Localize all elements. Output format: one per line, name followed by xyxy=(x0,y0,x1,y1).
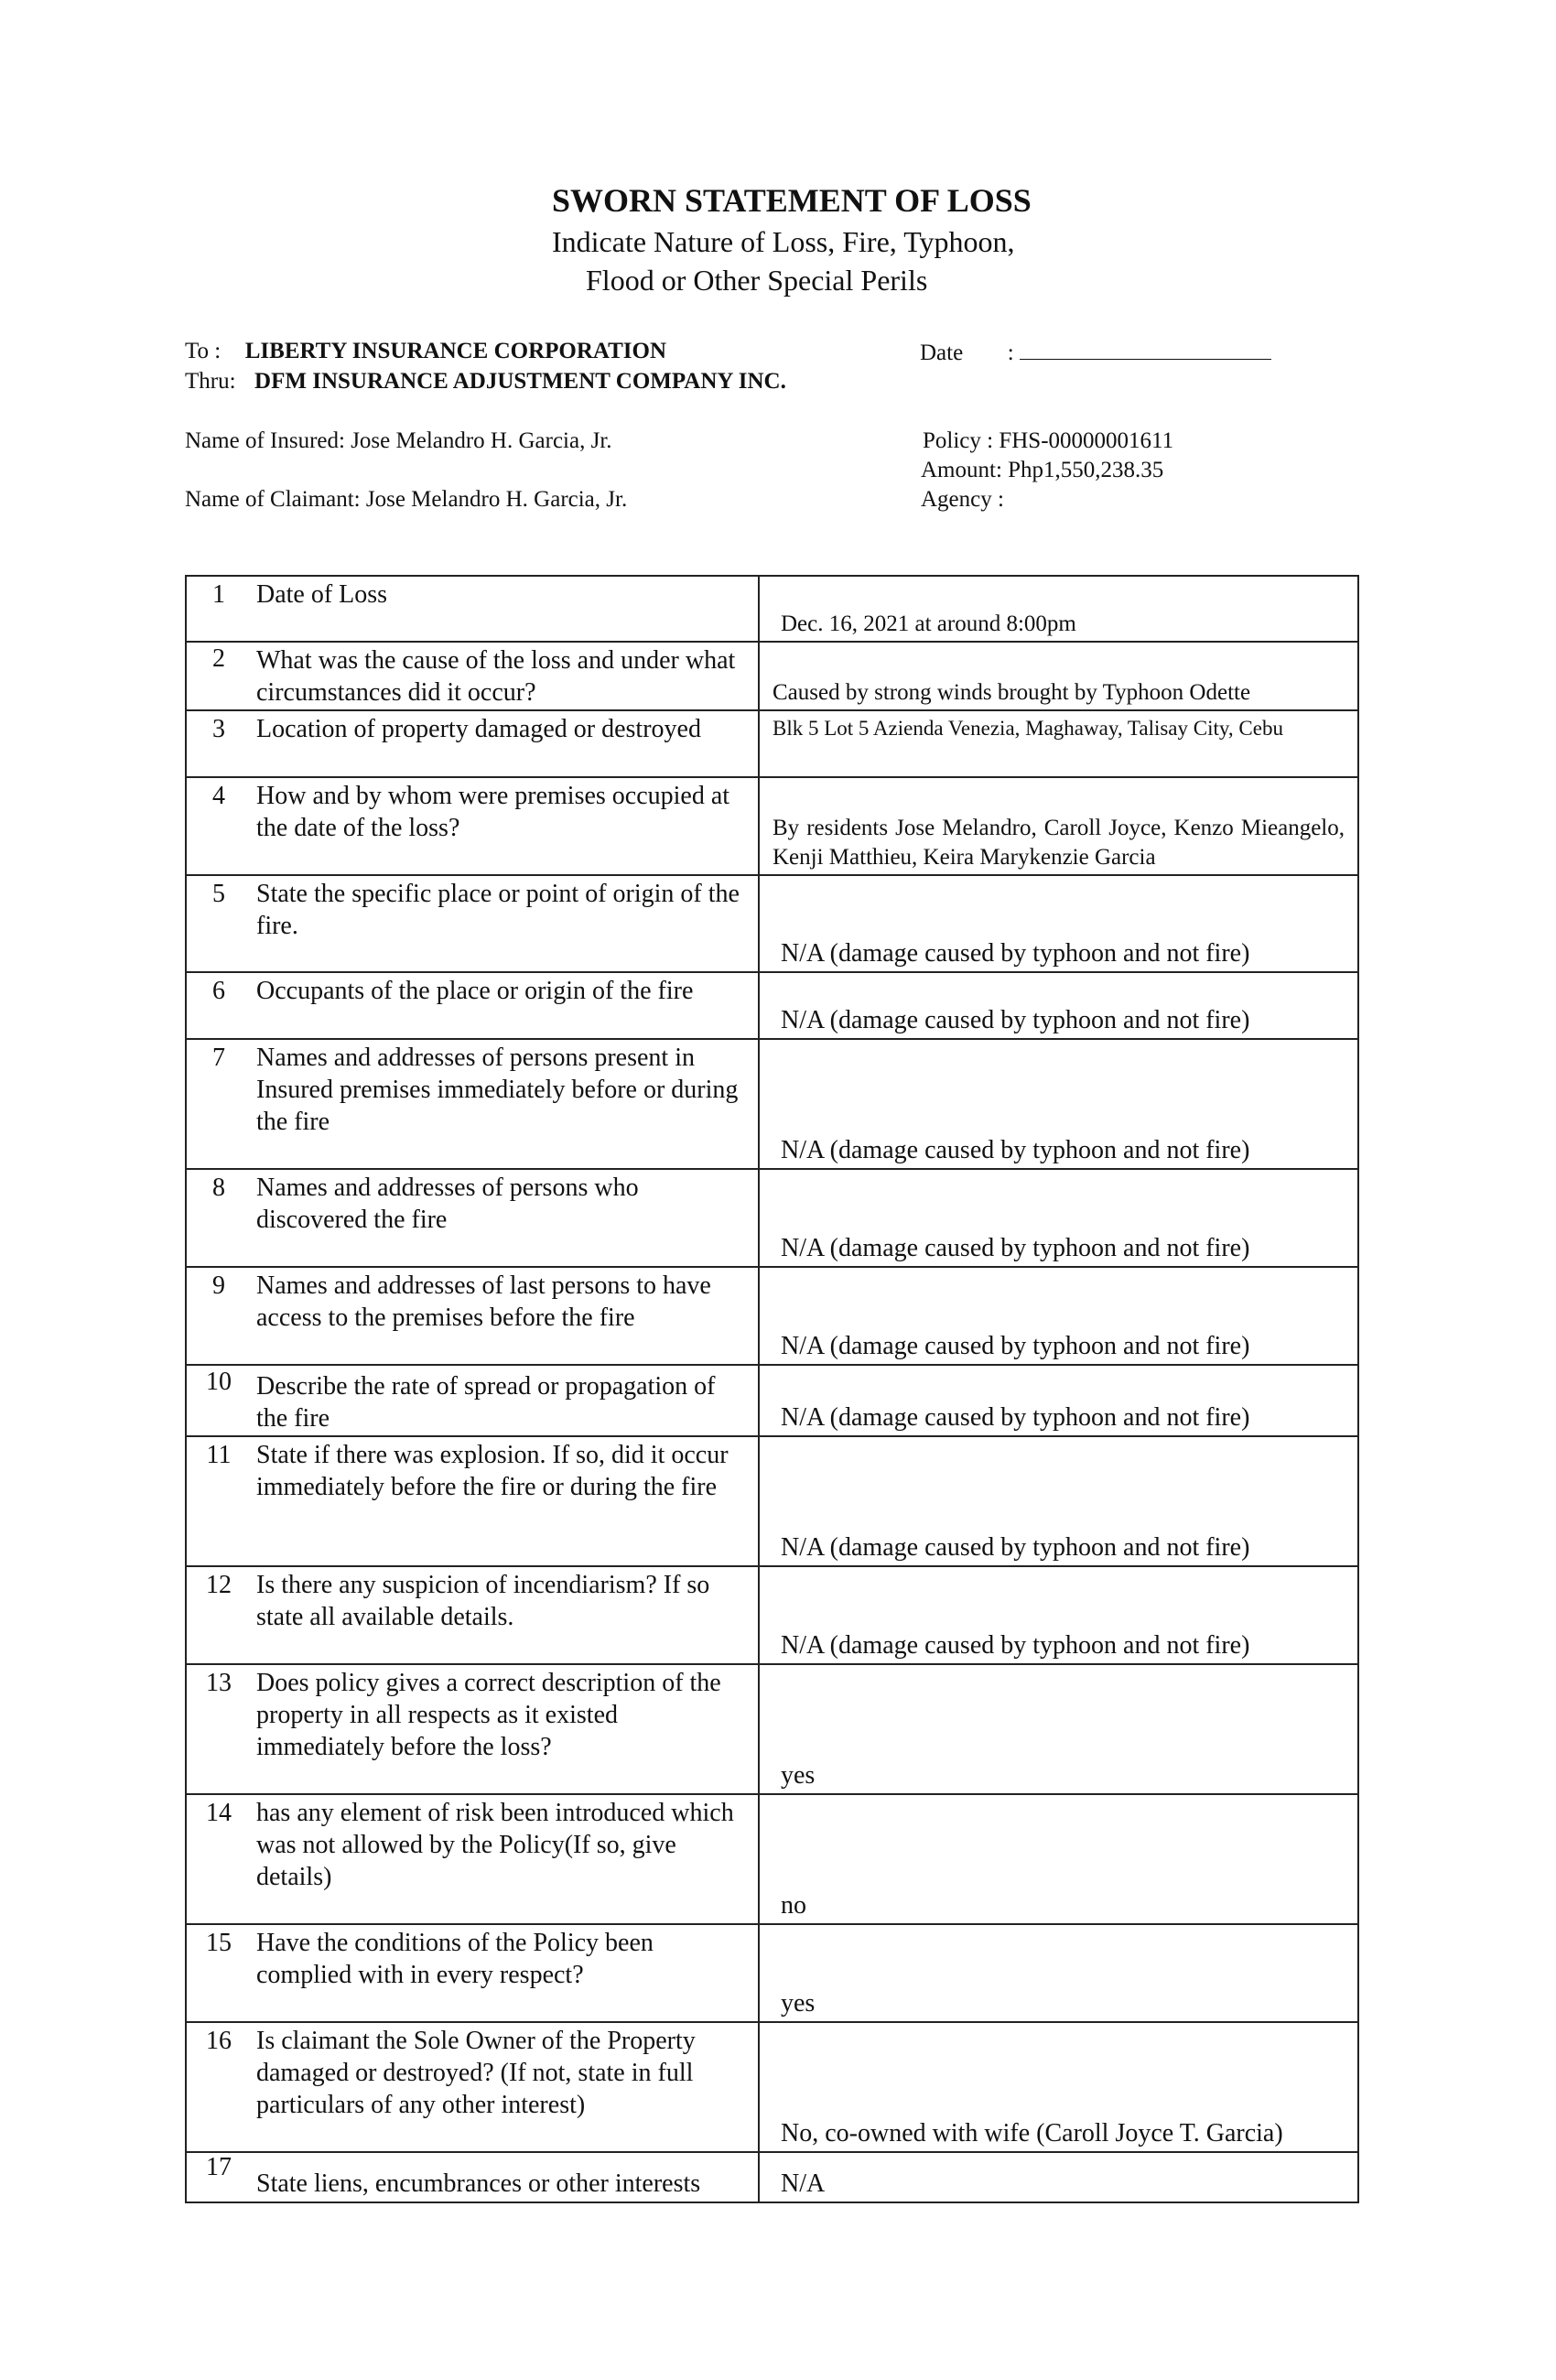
claimant-name: Name of Claimant: Jose Melandro H. Garcia, Jr. xyxy=(185,487,628,512)
table-row xyxy=(186,2152,1358,2202)
question-number: 17 xyxy=(206,2153,232,2181)
thru-line xyxy=(185,369,786,395)
answer-text: N/A (damage caused by typhoon and not fire) xyxy=(781,1136,1250,1164)
answer-cell xyxy=(759,1566,1358,1664)
answer-cell xyxy=(759,1365,1358,1436)
table-row xyxy=(186,1436,1358,1566)
thru-value: DFM INSURANCE ADJUSTMENT COMPANY INC. xyxy=(254,369,786,394)
question-number: 6 xyxy=(212,977,225,1005)
question-cell xyxy=(186,1267,759,1365)
answer-text: N/A (damage caused by typhoon and not fire) xyxy=(781,1533,1250,1562)
question-text: Is claimant the Sole Owner of the Property damaged or destroyed? (If not, state in full particulars of any other interest) xyxy=(256,2027,696,2119)
question-cell xyxy=(186,1794,759,1924)
answer-text: N/A (damage caused by typhoon and not fire) xyxy=(781,939,1250,968)
question-text: Date of Loss xyxy=(256,580,388,609)
policy-amount: Amount: Php1,550,238.35 xyxy=(921,458,1164,482)
answer-cell xyxy=(759,642,1358,710)
table-row xyxy=(186,972,1358,1039)
answer-text: N/A (damage caused by typhoon and not fire) xyxy=(781,1631,1250,1660)
question-number: 12 xyxy=(206,1571,232,1599)
answer-text: By residents Jose Melandro, Caroll Joyce, Kenzo Mieangelo, Kenji Matthieu, Keira Marykenzie Garcia xyxy=(773,816,1345,870)
to-value: LIBERTY INSURANCE CORPORATION xyxy=(244,339,667,363)
answer-text: N/A (damage caused by typhoon and not fire) xyxy=(781,1403,1250,1432)
answer-cell xyxy=(759,2022,1358,2152)
question-cell xyxy=(186,1169,759,1267)
question-cell xyxy=(186,1365,759,1436)
question-number: 3 xyxy=(212,715,225,743)
question-text: State if there was explosion. If so, did it occur immediately before the fire or during the fire xyxy=(256,1441,729,1501)
question-cell xyxy=(186,2152,759,2202)
table-row xyxy=(186,642,1358,710)
question-number: 11 xyxy=(206,1441,232,1469)
question-number: 4 xyxy=(212,782,225,810)
question-number: 13 xyxy=(206,1669,232,1697)
table-row xyxy=(186,1924,1358,2022)
question-number: 8 xyxy=(212,1174,225,1202)
question-text: Have the conditions of the Policy been complied with in every respect? xyxy=(256,1929,654,1989)
table-row xyxy=(186,2022,1358,2152)
question-text: Names and addresses of persons present in Insured premises immediately before or during the fire xyxy=(256,1044,739,1136)
question-cell xyxy=(186,576,759,642)
answer-text: yes xyxy=(781,1761,816,1790)
answer-text: Blk 5 Lot 5 Azienda Venezia, Maghaway, Talisay City, Cebu xyxy=(773,717,1283,740)
question-number: 2 xyxy=(212,644,225,673)
question-text: Names and addresses of persons who discovered the fire xyxy=(256,1174,639,1234)
table-row xyxy=(186,1794,1358,1924)
question-cell xyxy=(186,710,759,777)
document-title: SWORN STATEMENT OF LOSS xyxy=(552,182,1032,219)
question-cell xyxy=(186,1436,759,1566)
question-number: 14 xyxy=(206,1799,232,1827)
answer-cell xyxy=(759,710,1358,777)
answer-cell xyxy=(759,875,1358,972)
question-text: Describe the rate of spread or propagation of the fire xyxy=(256,1372,716,1433)
question-text: has any element of risk been introduced which was not allowed by the Policy(If so, give details) xyxy=(256,1799,734,1891)
question-text: Does policy gives a correct description of the property in all respects as it existed immediately before the loss? xyxy=(256,1669,721,1761)
question-number: 16 xyxy=(206,2027,232,2055)
date-label: Date xyxy=(920,341,964,365)
to-label: To : xyxy=(185,339,222,363)
policy-number: Policy : FHS-00000001611 xyxy=(923,428,1174,453)
table-row xyxy=(186,576,1358,642)
document-subtitle-line2: Flood or Other Special Perils xyxy=(586,264,928,297)
date-blank-field[interactable] xyxy=(1020,339,1271,360)
answer-text: yes xyxy=(781,1989,816,2018)
question-cell xyxy=(186,1566,759,1664)
questions-table xyxy=(185,575,1359,2203)
answer-cell xyxy=(759,1436,1358,1566)
table-row xyxy=(186,1039,1358,1169)
question-cell xyxy=(186,777,759,875)
question-text: How and by whom were premises occupied at the date of the loss? xyxy=(256,782,730,842)
question-number: 5 xyxy=(212,880,225,908)
question-cell xyxy=(186,642,759,710)
question-cell xyxy=(186,2022,759,2152)
table-row xyxy=(186,1566,1358,1664)
answer-text: N/A xyxy=(781,2169,826,2198)
question-text: Names and addresses of last persons to have access to the premises before the fire xyxy=(256,1271,711,1332)
question-cell xyxy=(186,1039,759,1169)
answer-text: No, co-owned with wife (Caroll Joyce T. Garcia) xyxy=(781,2119,1283,2147)
answer-text: N/A (damage caused by typhoon and not fire) xyxy=(781,1332,1250,1360)
answer-cell xyxy=(759,1794,1358,1924)
question-number: 9 xyxy=(212,1271,225,1300)
document-subtitle-line1: Indicate Nature of Loss, Fire, Typhoon, xyxy=(552,225,1015,258)
answer-cell xyxy=(759,972,1358,1039)
date-colon: : xyxy=(1007,341,1014,365)
question-cell xyxy=(186,875,759,972)
answer-cell xyxy=(759,1924,1358,2022)
table-row xyxy=(186,1267,1358,1365)
table-row xyxy=(186,1365,1358,1436)
answer-cell xyxy=(759,1039,1358,1169)
answer-text: no xyxy=(781,1891,806,1920)
question-number: 10 xyxy=(206,1368,232,1396)
date-line xyxy=(920,339,1271,366)
question-text: State the specific place or point of origin of the fire. xyxy=(256,880,740,940)
answer-cell xyxy=(759,777,1358,875)
answer-text: N/A (damage caused by typhoon and not fire) xyxy=(781,1006,1250,1034)
insured-name: Name of Insured: Jose Melandro H. Garcia, Jr. xyxy=(185,428,612,453)
answer-cell xyxy=(759,1664,1358,1794)
question-text: Location of property damaged or destroyed xyxy=(256,715,701,743)
table-row xyxy=(186,1169,1358,1267)
question-text: Occupants of the place or origin of the fire xyxy=(256,977,694,1005)
table-row xyxy=(186,777,1358,875)
answer-text: Dec. 16, 2021 at around 8:00pm xyxy=(781,611,1076,636)
question-cell xyxy=(186,972,759,1039)
table-row xyxy=(186,710,1358,777)
thru-label: Thru: xyxy=(185,369,236,394)
question-number: 15 xyxy=(206,1929,232,1957)
question-cell xyxy=(186,1664,759,1794)
answer-text: Caused by strong winds brought by Typhoon Odette xyxy=(773,680,1251,705)
answer-cell xyxy=(759,2152,1358,2202)
table-row xyxy=(186,875,1358,972)
question-text: Is there any suspicion of incendiarism? If so state all available details. xyxy=(256,1571,710,1631)
question-number: 1 xyxy=(212,580,225,609)
answer-text: N/A (damage caused by typhoon and not fire) xyxy=(781,1234,1250,1262)
table-row xyxy=(186,1664,1358,1794)
answer-cell xyxy=(759,1267,1358,1365)
answer-cell xyxy=(759,1169,1358,1267)
to-line xyxy=(185,339,666,364)
question-cell xyxy=(186,1924,759,2022)
answer-cell xyxy=(759,576,1358,642)
agency: Agency : xyxy=(921,487,1004,512)
question-text: State liens, encumbrances or other interests xyxy=(256,2169,701,2198)
question-text: What was the cause of the loss and under what circumstances did it occur? xyxy=(256,646,736,707)
question-number: 7 xyxy=(212,1044,225,1072)
